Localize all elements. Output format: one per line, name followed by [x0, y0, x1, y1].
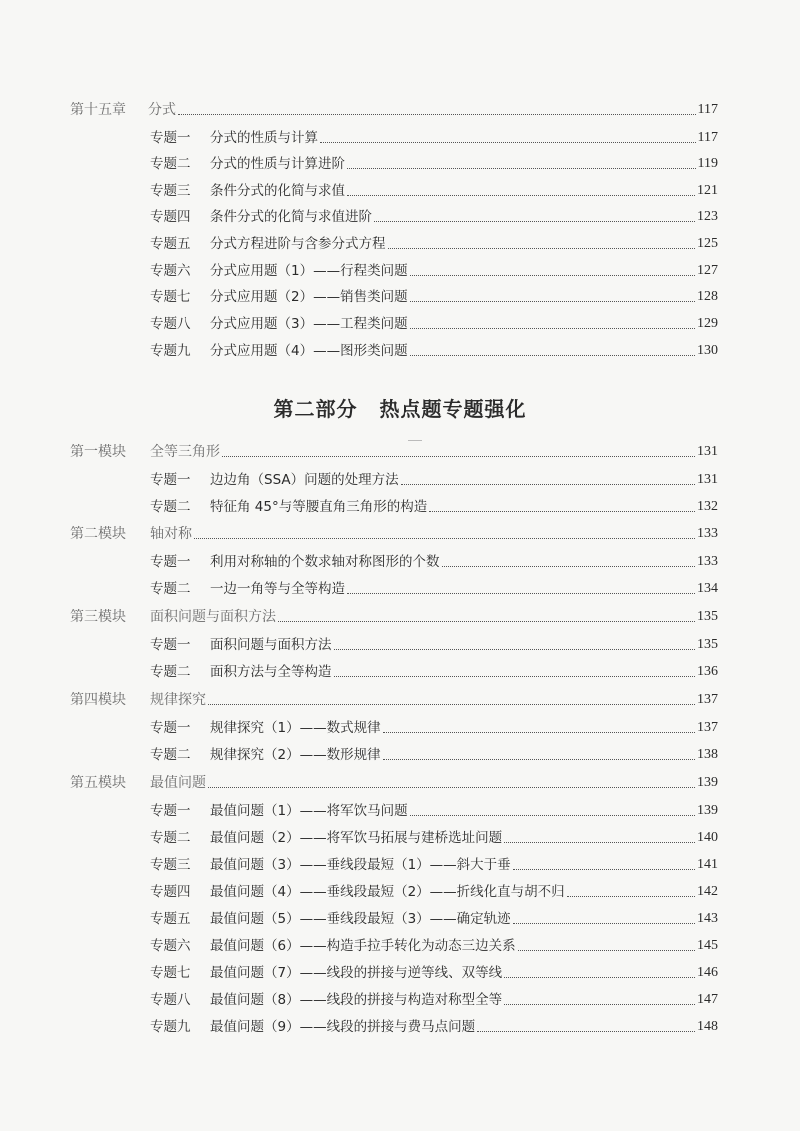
- entry-number: 专题二: [150, 664, 191, 680]
- dot-leader: [504, 1004, 695, 1005]
- entry-title: 最值问题（5）——垂线段最短（3）——确定轨迹: [210, 911, 511, 927]
- entry-number: 第五模块: [70, 775, 126, 791]
- part-label: 第二部分: [273, 397, 358, 421]
- dot-leader: [518, 950, 695, 951]
- entry-number: 专题一: [150, 554, 191, 570]
- page-number: 121: [697, 183, 718, 198]
- entry-number: 第一模块: [70, 444, 126, 460]
- toc-entry-topic[interactable]: [150, 470, 718, 490]
- entry-title: 一边一角等与全等构造: [210, 581, 345, 597]
- part-heading: [0, 393, 800, 422]
- page-number: 127: [697, 263, 718, 278]
- toc-entry-chapter-15[interactable]: [70, 100, 718, 120]
- entry-title: 面积问题与面积方法: [150, 609, 276, 625]
- part-title-text: 热点题专题强化: [379, 397, 527, 421]
- entry-number: 专题六: [150, 938, 191, 954]
- entry-title: 规律探究（2）——数形规律: [210, 747, 381, 763]
- page-number: 117: [697, 130, 718, 145]
- entry-number: 第四模块: [70, 692, 126, 708]
- entry-number: 专题四: [150, 209, 191, 225]
- entry-title: 分式: [148, 102, 176, 118]
- entry-title: 最值问题（1）——将军饮马问题: [210, 803, 408, 819]
- dot-leader: [410, 815, 695, 816]
- entry-title: 条件分式的化简与求值: [210, 183, 345, 199]
- page-number: 119: [697, 156, 718, 171]
- entry-title: 分式方程进阶与含参分式方程: [210, 236, 386, 252]
- toc-entry-topic[interactable]: [150, 154, 718, 174]
- page-number: 131: [697, 472, 718, 487]
- dot-leader: [320, 142, 696, 143]
- entry-title: 条件分式的化简与求值进阶: [210, 209, 372, 225]
- page-number: 140: [697, 830, 718, 845]
- entry-title: 分式应用题（1）——行程类问题: [210, 263, 408, 279]
- page-number: 132: [697, 499, 718, 514]
- dot-leader: [374, 221, 695, 222]
- dot-leader: [513, 869, 695, 870]
- page-number: 129: [697, 316, 718, 331]
- toc-entry-topic[interactable]: [150, 882, 718, 902]
- entry-title: 最值问题（2）——将军饮马拓展与建桥选址问题: [210, 830, 503, 846]
- entry-number: 专题二: [150, 747, 191, 763]
- toc-entry-module-4[interactable]: [70, 690, 718, 710]
- dot-leader: [513, 923, 695, 924]
- entry-title: 分式应用题（2）——销售类问题: [210, 289, 408, 305]
- page-number: 145: [697, 938, 718, 953]
- page-number: 130: [697, 343, 718, 358]
- toc-entry-topic[interactable]: [150, 234, 718, 254]
- entry-number: 专题二: [150, 581, 191, 597]
- dot-leader: [194, 538, 695, 539]
- dot-leader: [383, 732, 695, 733]
- dot-leader: [567, 896, 695, 897]
- entry-title: 最值问题（8）——线段的拼接与构造对称型全等: [210, 992, 503, 1008]
- entry-title: 利用对称轴的个数求轴对称图形的个数: [210, 554, 440, 570]
- entry-title: 最值问题: [150, 775, 206, 791]
- dot-leader: [347, 593, 695, 594]
- toc-entry-topic[interactable]: [150, 662, 718, 682]
- entry-number: 专题一: [150, 472, 191, 488]
- entry-number: 专题五: [150, 911, 191, 927]
- toc-entry-module-3[interactable]: [70, 607, 718, 627]
- toc-entry-topic[interactable]: [150, 990, 718, 1010]
- dot-leader: [429, 511, 695, 512]
- dot-leader: [388, 248, 696, 249]
- toc-entry-topic[interactable]: [150, 855, 718, 875]
- entry-title: 面积方法与全等构造: [210, 664, 332, 680]
- entry-number: 专题二: [150, 830, 191, 846]
- page-number: 134: [697, 581, 718, 596]
- entry-title: 面积问题与面积方法: [210, 637, 332, 653]
- toc-entry-topic[interactable]: [150, 552, 718, 572]
- toc-entry-topic[interactable]: [150, 1017, 718, 1037]
- entry-number: 专题一: [150, 803, 191, 819]
- page-number: 133: [697, 526, 718, 541]
- toc-entry-topic[interactable]: [150, 287, 718, 307]
- dot-leader: [334, 676, 696, 677]
- page-number: 125: [697, 236, 718, 251]
- toc-entry-topic[interactable]: [150, 936, 718, 956]
- toc-entry-module-5[interactable]: [70, 773, 718, 793]
- entry-title: 边边角（SSA）问题的处理方法: [210, 472, 399, 488]
- entry-number: 专题八: [150, 316, 191, 332]
- entry-title: 最值问题（6）——构造手拉手转化为动态三边关系: [210, 938, 516, 954]
- entry-title: 轴对称: [150, 526, 192, 542]
- entry-number: 专题三: [150, 857, 191, 873]
- dot-leader: [504, 842, 695, 843]
- toc-entry-topic[interactable]: [150, 341, 718, 361]
- entry-number: 第三模块: [70, 609, 126, 625]
- dot-leader: [477, 1031, 695, 1032]
- entry-title: 最值问题（9）——线段的拼接与费马点问题: [210, 1019, 476, 1035]
- page-number: 117: [697, 102, 718, 117]
- toc-entry-topic[interactable]: [150, 128, 718, 148]
- divider: [408, 440, 422, 441]
- entry-title: 最值问题（4）——垂线段最短（2）——折线化直与胡不归: [210, 884, 565, 900]
- entry-title: 分式的性质与计算进阶: [210, 156, 345, 172]
- entry-number: 专题四: [150, 884, 191, 900]
- page-number: 139: [697, 775, 718, 790]
- toc-entry-topic[interactable]: [150, 635, 718, 655]
- page-number: 131: [697, 444, 718, 459]
- toc-entry-topic[interactable]: [150, 181, 718, 201]
- dot-leader: [222, 456, 695, 457]
- dot-leader: [347, 195, 695, 196]
- dot-leader: [278, 621, 695, 622]
- toc-entry-module-2[interactable]: [70, 524, 718, 544]
- entry-title: 分式应用题（3）——工程类问题: [210, 316, 408, 332]
- dot-leader: [504, 977, 695, 978]
- page-number: 128: [697, 289, 718, 304]
- page-number: 135: [697, 609, 718, 624]
- toc-entry-module-1[interactable]: [70, 442, 718, 462]
- toc-entry-topic[interactable]: [150, 207, 718, 227]
- entry-title: 分式应用题（4）——图形类问题: [210, 343, 408, 359]
- dot-leader: [334, 649, 696, 650]
- dot-leader: [347, 168, 696, 169]
- toc-entry-topic[interactable]: [150, 801, 718, 821]
- entry-number: 专题一: [150, 720, 191, 736]
- toc-entry-topic[interactable]: [150, 497, 718, 517]
- toc-entry-topic[interactable]: [150, 314, 718, 334]
- page-number: 142: [697, 884, 718, 899]
- toc-entry-topic[interactable]: [150, 579, 718, 599]
- dot-leader: [208, 787, 695, 788]
- entry-title: 规律探究（1）——数式规律: [210, 720, 381, 736]
- entry-number: 第二模块: [70, 526, 126, 542]
- page-number: 135: [697, 637, 718, 652]
- dot-leader: [410, 301, 695, 302]
- dot-leader: [178, 114, 696, 115]
- entry-number: 专题八: [150, 992, 191, 1008]
- dot-leader: [401, 484, 695, 485]
- page-number: 147: [697, 992, 718, 1007]
- dot-leader: [383, 759, 695, 760]
- toc-entry-topic[interactable]: [150, 718, 718, 738]
- dot-leader: [410, 275, 695, 276]
- entry-title: 特征角 45°与等腰直角三角形的构造: [210, 499, 428, 515]
- dot-leader: [410, 355, 695, 356]
- entry-number: 专题九: [150, 1019, 191, 1035]
- page-number: 143: [697, 911, 718, 926]
- toc-entry-topic[interactable]: [150, 909, 718, 929]
- page-number: 146: [697, 965, 718, 980]
- entry-number: 专题六: [150, 263, 191, 279]
- toc-entry-topic[interactable]: [150, 828, 718, 848]
- dot-leader: [410, 328, 695, 329]
- entry-number: 专题五: [150, 236, 191, 252]
- entry-title: 全等三角形: [150, 444, 220, 460]
- page-number: 141: [697, 857, 718, 872]
- entry-number: 专题一: [150, 130, 191, 146]
- entry-number: 专题二: [150, 156, 191, 172]
- page-number: 133: [697, 554, 718, 569]
- entry-number: 专题三: [150, 183, 191, 199]
- entry-number: 专题七: [150, 289, 191, 305]
- entry-number: 专题七: [150, 965, 191, 981]
- entry-number: 专题九: [150, 343, 191, 359]
- toc-entry-topic[interactable]: [150, 261, 718, 281]
- toc-entry-topic[interactable]: [150, 745, 718, 765]
- page-number: 123: [697, 209, 718, 224]
- page-number: 137: [697, 720, 718, 735]
- toc-entry-topic[interactable]: [150, 963, 718, 983]
- entry-number: 专题二: [150, 499, 191, 515]
- dot-leader: [442, 566, 696, 567]
- dot-leader: [208, 704, 695, 705]
- page-number: 136: [697, 664, 718, 679]
- entry-title: 最值问题（3）——垂线段最短（1）——斜大于垂: [210, 857, 511, 873]
- page-number: 137: [697, 692, 718, 707]
- entry-title: 分式的性质与计算: [210, 130, 318, 146]
- entry-title: 最值问题（7）——线段的拼接与逆等线、双等线: [210, 965, 503, 981]
- entry-title: 规律探究: [150, 692, 206, 708]
- entry-number: 专题一: [150, 637, 191, 653]
- page-number: 148: [697, 1019, 718, 1034]
- page-number: 139: [697, 803, 718, 818]
- entry-number: 第十五章: [70, 102, 126, 118]
- page-number: 138: [697, 747, 718, 762]
